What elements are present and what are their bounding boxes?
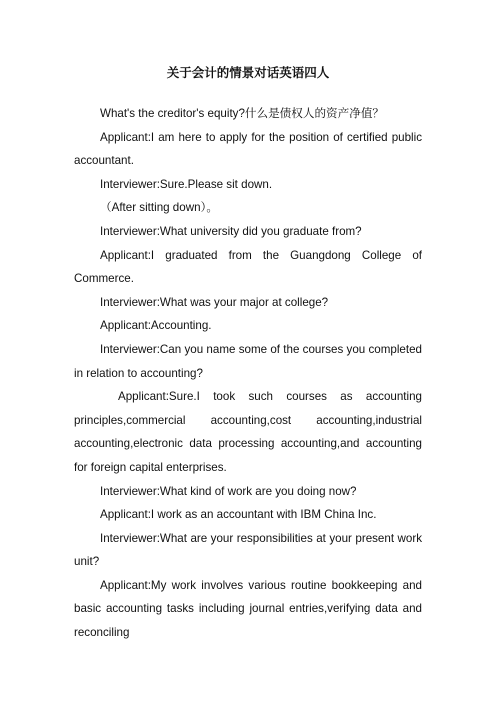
paragraph-6: Applicant:I graduated from the Guangdong College of Commerce. <box>74 248 422 286</box>
paragraph-7: Interviewer:What was your major at college? <box>100 295 329 309</box>
paragraph-13: Interviewer:What are your responsibilities at your present work unit? <box>74 531 422 569</box>
paragraph-4: （After sitting down）。 <box>100 201 218 215</box>
paragraph-3: Interviewer:Sure.Please sit down. <box>100 177 273 191</box>
paragraph-1: What's the creditor's equity?什么是债权人的资产净值？ <box>100 107 385 120</box>
paragraph-2: Applicant:I am here to apply for the position of certified public accountant. <box>74 130 422 168</box>
paragraph-14: Applicant:My work involves various routine bookkeeping and basic accounting tasks including journal entries,verifying data and reconciling <box>74 578 422 640</box>
paragraph-9: Interviewer:Can you name some of the courses you completed in relation to accounting? <box>74 342 422 380</box>
document-title: 关于会计的情景对话英语四人 <box>166 66 330 80</box>
paragraph-10: Applicant:Sure.I took such courses as accounting principles,commercial accounting,cost accounting,industrial accounting,electronic data processing accounting,and accounting for foreign capital enterprises. <box>74 390 422 474</box>
paragraph-8: Applicant:Accounting. <box>100 319 212 333</box>
paragraph-11: Interviewer:What kind of work are you doing now? <box>100 484 357 498</box>
paragraph-5: Interviewer:What university did you graduate from? <box>100 224 362 238</box>
paragraph-12: Applicant:I work as an accountant with IBM China Inc. <box>100 508 377 522</box>
